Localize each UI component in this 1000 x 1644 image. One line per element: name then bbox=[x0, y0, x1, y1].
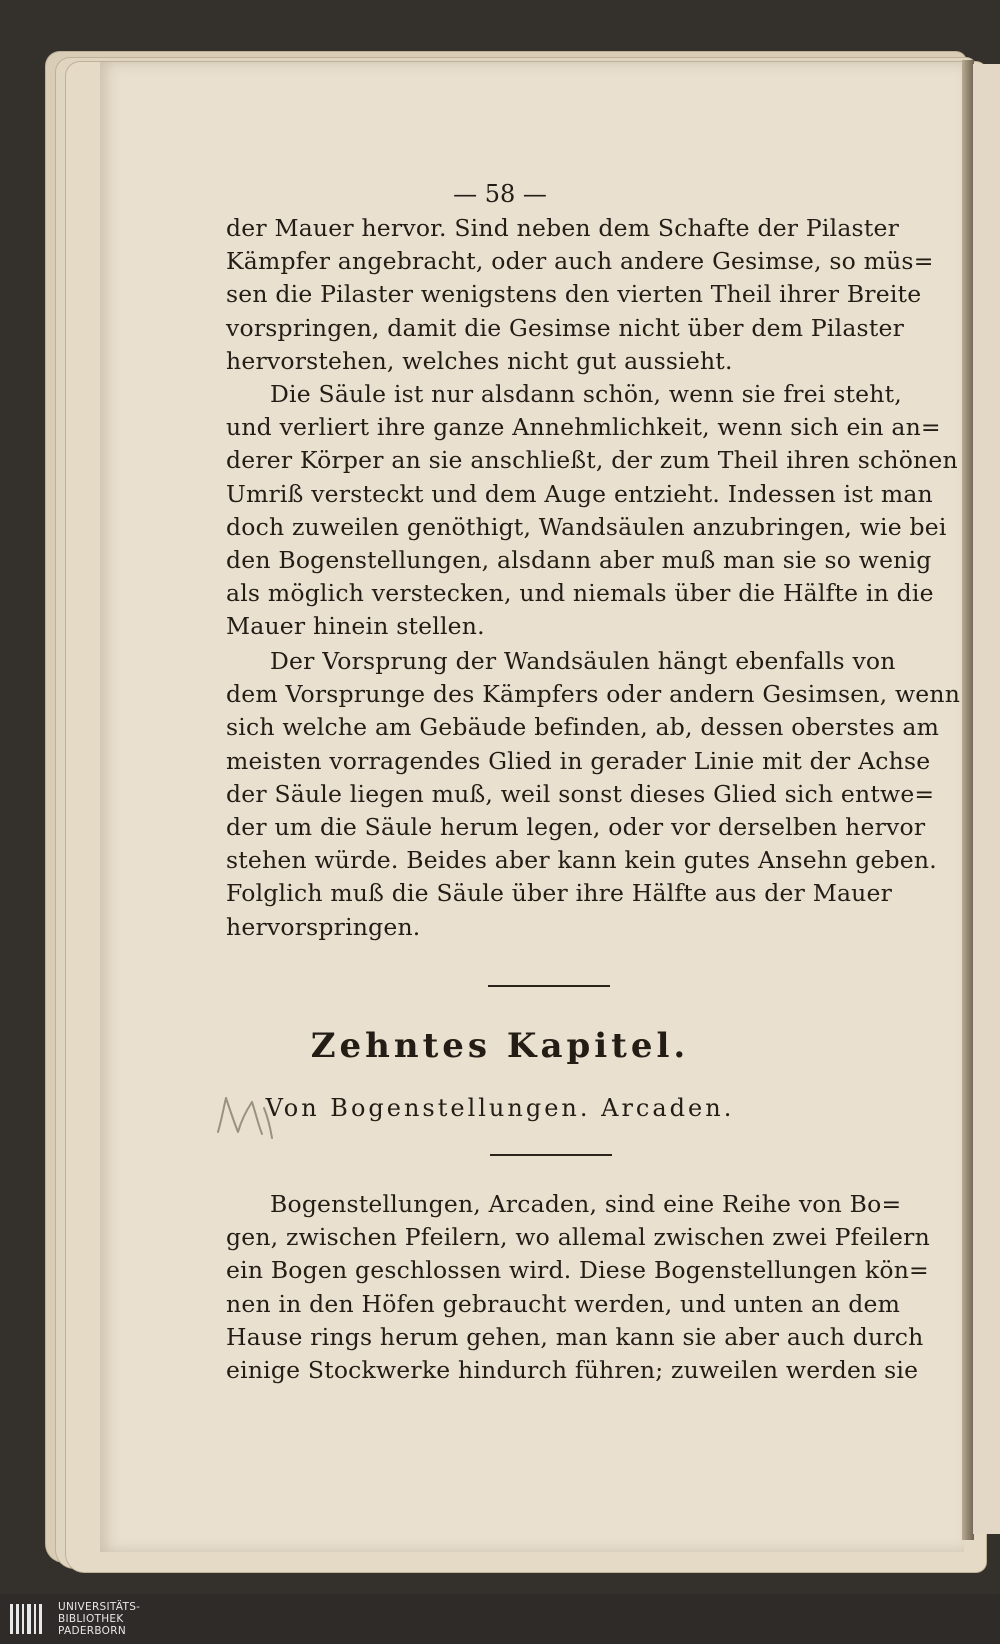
text-line: derer Körper an sie anschließt, der zum Theil ihren schönen bbox=[226, 446, 958, 475]
text-line: Der Vorsprung der Wandsäulen hängt ebenfalls von bbox=[270, 647, 896, 675]
text-line: meisten vorragendes Glied in gerader Linie mit der Achse bbox=[226, 746, 931, 775]
text-line: gen, zwischen Pfeilern, wo allemal zwischen zwei Pfeilern bbox=[226, 1223, 930, 1252]
text-line: Die Säule ist nur alsdann schön, wenn sie frei steht, bbox=[270, 380, 902, 408]
paragraph-3 bbox=[226, 645, 961, 944]
paragraph-2 bbox=[226, 378, 958, 644]
text-line: Mauer hinein stellen. bbox=[226, 612, 485, 641]
text-line: Bogenstellungen, Arcaden, sind eine Reihe von Bo= bbox=[270, 1190, 902, 1218]
chapter-subtitle: Von Bogenstellungen. Arcaden. bbox=[265, 1094, 735, 1122]
text-line: dem Vorsprunge des Kämpfers oder andern Gesimsen, wenn bbox=[226, 680, 961, 709]
text-line: doch zuweilen genöthigt, Wandsäulen anzubringen, wie bei bbox=[226, 512, 947, 541]
library-name-line: PADERBORN bbox=[58, 1625, 126, 1637]
text-line: hervorstehen, welches nicht gut aussieht. bbox=[226, 346, 733, 375]
text-line: vorspringen, damit die Gesimse nicht über dem Pilaster bbox=[226, 313, 905, 342]
text-line: als möglich verstecken, und niemals über die Hälfte in die bbox=[226, 579, 934, 608]
text-line: sen die Pilaster wenigstens den vierten Theil ihrer Breite bbox=[226, 280, 922, 309]
text-line: stehen würde. Beides aber kann kein gutes Ansehn geben. bbox=[226, 846, 937, 875]
paragraph-1 bbox=[226, 212, 934, 378]
text-line: der um die Säule herum legen, oder vor derselben hervor bbox=[226, 812, 926, 841]
text-line: ein Bogen geschlossen wird. Diese Bogenstellungen kön= bbox=[226, 1256, 929, 1285]
text-line: einige Stockwerke hindurch führen; zuweilen werden sie bbox=[226, 1355, 919, 1384]
page-number: — 58 — bbox=[453, 180, 547, 208]
library-name bbox=[58, 1601, 140, 1637]
library-logo-icon bbox=[8, 1602, 44, 1636]
paragraph-4 bbox=[226, 1188, 930, 1387]
section-divider-bottom bbox=[490, 1154, 612, 1156]
text-line: und verliert ihre ganze Annehmlichkeit, wenn sich ein an= bbox=[226, 413, 941, 442]
text-line: sich welche am Gebäude befinden, ab, dessen oberstes am bbox=[226, 713, 940, 742]
text-line: hervorspringen. bbox=[226, 912, 421, 941]
text-line: der Mauer hervor. Sind neben dem Schafte der Pilaster bbox=[226, 214, 900, 242]
text-line: Hause rings herum gehen, man kann sie aber auch durch bbox=[226, 1322, 924, 1351]
text-line: Folglich muß die Säule über ihre Hälfte aus der Mauer bbox=[226, 879, 893, 908]
library-name-line: BIBLIOTHEK bbox=[58, 1613, 124, 1625]
library-footer bbox=[0, 1594, 1000, 1644]
text-line: Kämpfer angebracht, oder auch andere Gesimse, so müs= bbox=[226, 247, 934, 276]
text-line: der Säule liegen muß, weil sonst dieses Glied sich entwe= bbox=[226, 779, 935, 808]
text-line: nen in den Höfen gebraucht werden, und unten an dem bbox=[226, 1289, 901, 1318]
section-divider-top bbox=[488, 985, 610, 987]
text-line: Umriß versteckt und dem Auge entzieht. Indessen ist man bbox=[226, 479, 933, 508]
text-line: den Bogenstellungen, alsdann aber muß man sie so wenig bbox=[226, 545, 932, 574]
library-name-line: UNIVERSITÄTS- bbox=[58, 1601, 141, 1613]
facing-page-edge bbox=[973, 64, 1000, 1534]
chapter-title: Zehntes Kapitel. bbox=[310, 1026, 690, 1066]
